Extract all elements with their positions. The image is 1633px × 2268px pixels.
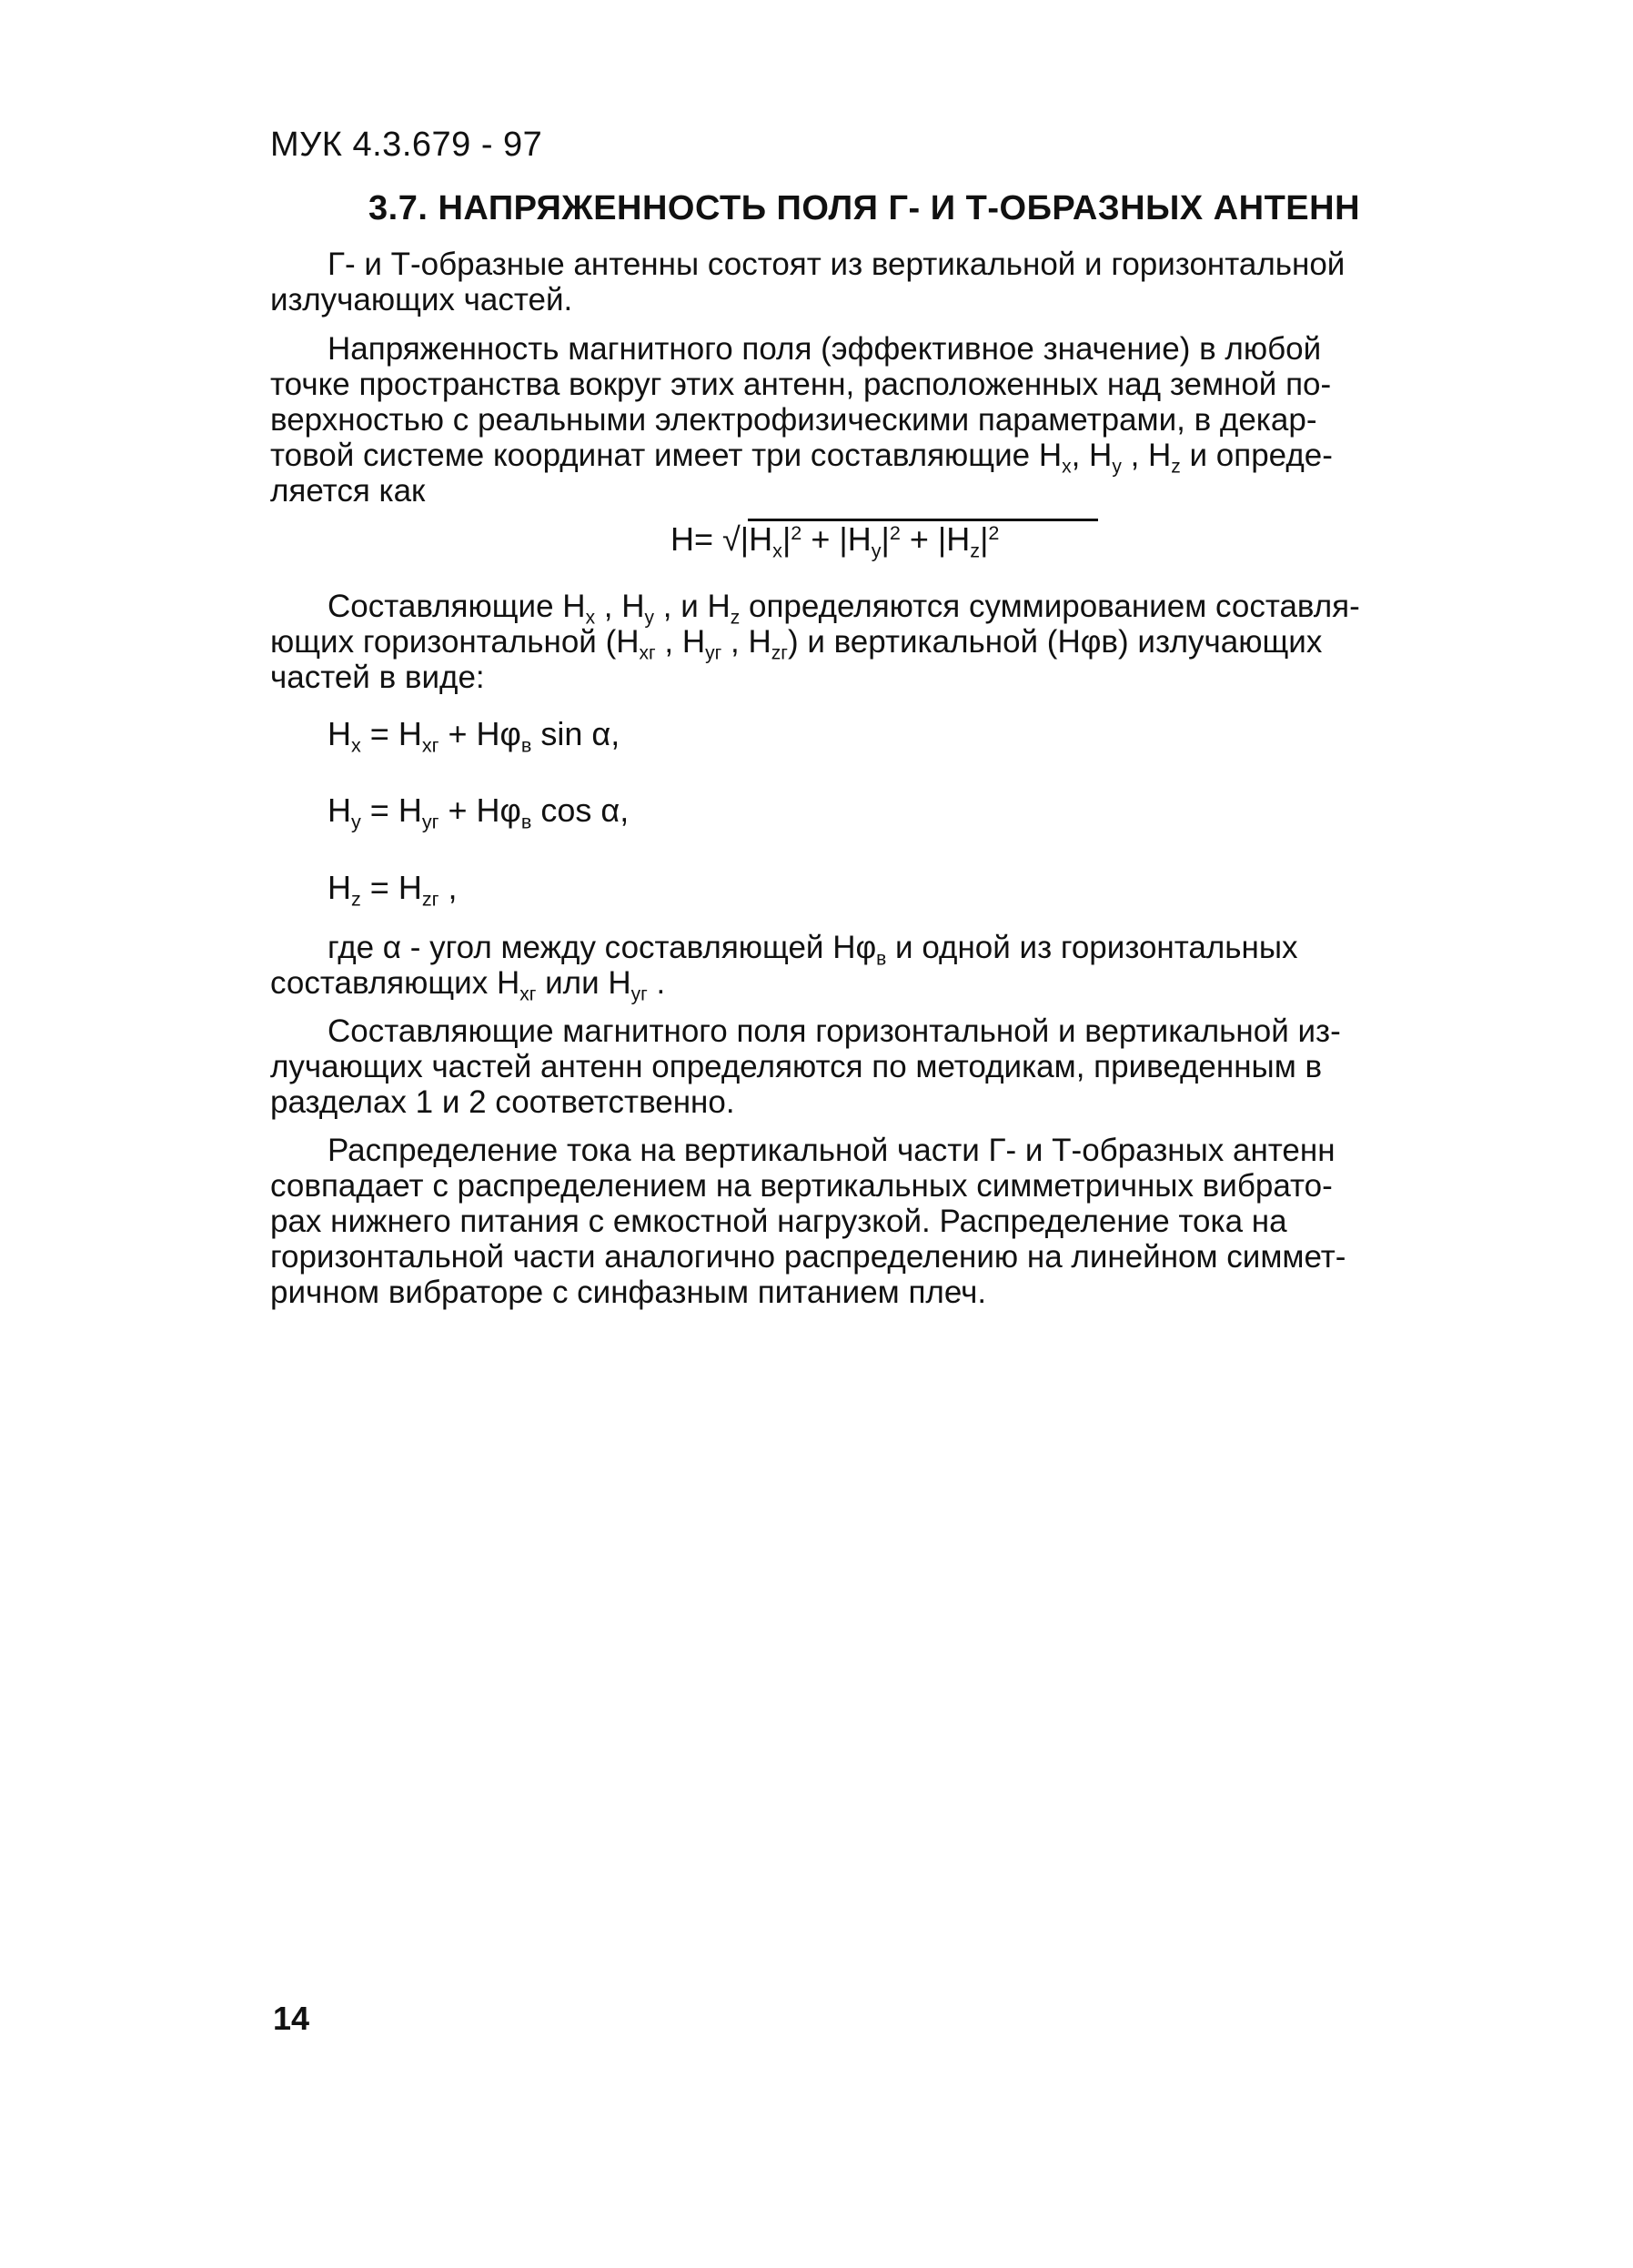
- section-title: 3.7. НАПРЯЖЕННОСТЬ ПОЛЯ Г- И Т-ОБРАЗНЫХ АНТЕНН: [368, 189, 1361, 227]
- text-run: Составляющие H: [328, 589, 586, 624]
- text-run: ющих горизонтальной (H: [270, 624, 640, 660]
- formula-part: |: [881, 520, 890, 558]
- subscript: y: [351, 810, 361, 833]
- formula-part: + Hφ: [438, 791, 521, 829]
- subscript: в: [876, 948, 887, 970]
- subscript: yг: [421, 810, 439, 833]
- superscript: 2: [889, 521, 901, 545]
- text-run: составляющих H: [270, 965, 520, 1001]
- text-line: [270, 624, 1480, 664]
- subscript: y: [1112, 456, 1122, 478]
- formula-part: = H: [360, 791, 422, 829]
- text-line: лучающих частей антенн определяются по методикам, приведенным в: [270, 1049, 1323, 1084]
- text-line: Составляющие магнитного поля горизонтальной и вертикальной из-: [328, 1013, 1341, 1049]
- subscript: в: [520, 733, 532, 757]
- paragraph-components: [270, 589, 1480, 695]
- subscript: в: [520, 810, 532, 833]
- text-run: где α - угол между составляющей Hφ: [328, 930, 877, 965]
- formula-part: H= √: [670, 520, 741, 558]
- text-line: [270, 589, 1480, 629]
- text-run: , H: [721, 624, 771, 660]
- text-run: и опреде-: [1180, 438, 1333, 473]
- formula-hz: [328, 869, 458, 911]
- superscript: 2: [791, 521, 802, 545]
- formula-part: cos α,: [531, 791, 630, 829]
- text-run: определяются суммированием составля-: [740, 589, 1360, 624]
- page-number: 14: [273, 2000, 310, 2037]
- text-run: и одной из горизонтальных: [886, 930, 1298, 965]
- sqrt-overline: [748, 519, 1098, 521]
- text-line: ричном вибраторе с синфазным питанием плеч.: [270, 1275, 987, 1310]
- formula-hy: [328, 791, 630, 833]
- text-line: Распределение тока на вертикальной части Г- и Т-образных антенн: [328, 1133, 1336, 1168]
- text-line: [270, 438, 1480, 478]
- text-run: , и H: [654, 589, 731, 624]
- subscript: yг: [630, 983, 648, 1005]
- formula-magnitude: [670, 520, 1000, 562]
- formula-part: |H: [740, 520, 773, 558]
- text-run: или H: [536, 965, 631, 1001]
- formula-hx: [328, 715, 620, 757]
- text-line: рах нижнего питания с емкостной нагрузкой. Распределение тока на: [270, 1204, 1287, 1239]
- formula-part: H: [328, 869, 351, 906]
- subscript: xг: [639, 642, 656, 664]
- paragraph-alpha-definition: [270, 930, 1480, 1005]
- text-run: ) и вертикальной (Hφв) излучающих: [787, 624, 1323, 660]
- text-run: , H: [1121, 438, 1172, 473]
- subscript: zг: [771, 642, 788, 664]
- formula-part: ,: [438, 869, 458, 906]
- paragraph-field-strength: [270, 331, 1480, 509]
- subscript: x: [351, 733, 361, 757]
- formula-part: sin α,: [531, 715, 620, 752]
- formula-part: + Hφ: [438, 715, 521, 752]
- formula-part: H: [328, 715, 351, 752]
- formula-part: = H: [360, 715, 422, 752]
- subscript: xг: [421, 733, 439, 757]
- subscript: z: [970, 539, 981, 562]
- document-code: МУК 4.3.679 - 97: [270, 126, 543, 164]
- superscript: 2: [988, 521, 1000, 545]
- text-line: Г- и Т-образные антенны состоят из вертикальной и горизонтальной: [328, 247, 1346, 282]
- paragraph-intro: [270, 247, 1480, 318]
- subscript: x: [1062, 456, 1072, 478]
- text-line: горизонтальной части аналогично распределению на линейном симмет-: [270, 1239, 1346, 1275]
- text-line: [270, 930, 1480, 970]
- formula-part: = H: [360, 869, 422, 906]
- text-run: , H: [1071, 438, 1113, 473]
- text-run: , H: [595, 589, 645, 624]
- paragraph-current-distribution: [270, 1133, 1480, 1310]
- formula-part: H: [328, 791, 351, 829]
- subscript: z: [1171, 456, 1181, 478]
- subscript: z: [351, 887, 361, 911]
- subscript: y: [644, 607, 655, 629]
- text-line: [270, 965, 1480, 1005]
- text-run: товой системе координат имеет три составляющие H: [270, 438, 1063, 473]
- subscript: z: [730, 607, 741, 629]
- formula-part: |: [980, 520, 989, 558]
- formula-part: + |H: [900, 520, 971, 558]
- paragraph-methods: [270, 1013, 1480, 1120]
- text-run: .: [647, 965, 666, 1001]
- subscript: zг: [421, 887, 439, 911]
- text-line: точке пространства вокруг этих антенн, расположенных над земной по-: [270, 367, 1332, 402]
- text-line: излучающих частей.: [270, 282, 573, 318]
- subscript: xг: [519, 983, 537, 1005]
- text-line: Напряженность магнитного поля (эффективное значение) в любой: [328, 331, 1322, 367]
- text-run: , H: [655, 624, 706, 660]
- subscript: x: [585, 607, 596, 629]
- text-line: верхностью с реальными электрофизическими параметрами, в декар-: [270, 402, 1317, 438]
- subscript: x: [772, 539, 782, 562]
- formula-part: |: [781, 520, 791, 558]
- formula-part: + |H: [801, 520, 872, 558]
- subscript: y: [871, 539, 882, 562]
- subscript: yг: [705, 642, 722, 664]
- text-line: ляется как: [270, 473, 426, 509]
- text-line: совпадает с распределением на вертикальных симметричных вибрато-: [270, 1168, 1333, 1204]
- text-line: частей в виде:: [270, 660, 485, 695]
- text-line: разделах 1 и 2 соответственно.: [270, 1084, 735, 1120]
